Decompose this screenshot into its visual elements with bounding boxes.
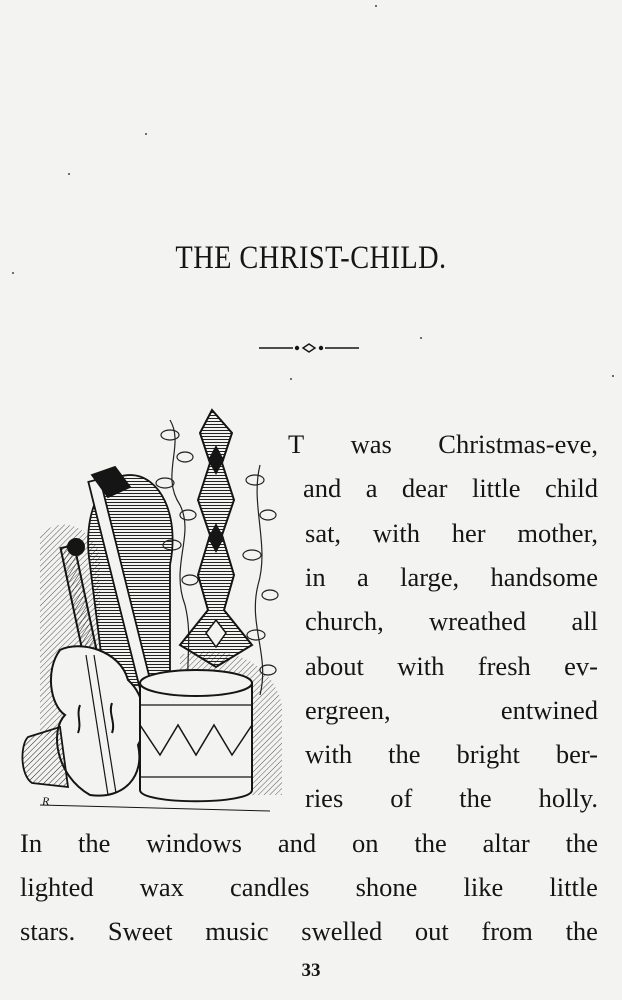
word: altar bbox=[482, 827, 530, 858]
word: of bbox=[390, 783, 413, 814]
word: a bbox=[356, 561, 369, 592]
text-line bbox=[20, 865, 598, 909]
word: large, bbox=[400, 561, 460, 592]
word: from bbox=[481, 916, 533, 947]
word: ev- bbox=[564, 650, 598, 681]
text-line bbox=[305, 555, 598, 599]
word: like bbox=[463, 872, 504, 902]
horn bbox=[22, 727, 68, 787]
text-line bbox=[20, 821, 598, 865]
word: entwined bbox=[500, 694, 598, 725]
page-number: 33 bbox=[301, 960, 321, 981]
word: wax bbox=[139, 872, 184, 902]
ink-speck bbox=[375, 5, 377, 7]
text-line bbox=[305, 732, 598, 776]
word: with bbox=[372, 517, 420, 548]
word: fresh bbox=[477, 650, 531, 681]
drop-cap-letter bbox=[180, 410, 252, 667]
ink-speck bbox=[145, 133, 147, 135]
ink-speck bbox=[420, 337, 422, 339]
word: music bbox=[205, 916, 269, 947]
word: shone bbox=[355, 872, 418, 902]
word: little bbox=[549, 872, 598, 902]
word: wreathed bbox=[429, 606, 527, 637]
word: with bbox=[397, 650, 445, 681]
word: stars. bbox=[20, 916, 76, 947]
text-line bbox=[20, 909, 598, 953]
word: swelled bbox=[301, 916, 383, 947]
text-line bbox=[305, 599, 598, 643]
word: holly. bbox=[538, 783, 598, 814]
word: candles bbox=[229, 872, 310, 902]
text-line bbox=[303, 466, 598, 510]
drop-cap-continuation: T bbox=[288, 429, 305, 459]
text-line bbox=[305, 644, 598, 688]
word: the bbox=[388, 739, 421, 770]
ink-speck bbox=[68, 173, 70, 175]
word: little bbox=[471, 473, 521, 504]
ground-line bbox=[40, 805, 270, 811]
word: the bbox=[459, 783, 492, 814]
ink-speck bbox=[12, 272, 14, 274]
word: a bbox=[365, 473, 378, 504]
word: church, bbox=[305, 606, 384, 637]
word: all bbox=[571, 606, 598, 637]
word: on bbox=[351, 827, 379, 858]
word: ber- bbox=[555, 739, 598, 770]
word: Christmas-eve, bbox=[438, 429, 598, 459]
word: and bbox=[277, 827, 317, 858]
text-line bbox=[288, 422, 598, 466]
word: handsome bbox=[490, 561, 598, 592]
ornamental-rule bbox=[259, 341, 359, 355]
illustrator-signature: R bbox=[42, 794, 50, 808]
text-line bbox=[305, 776, 598, 820]
word: Sweet bbox=[107, 916, 173, 947]
text-line bbox=[305, 688, 598, 732]
word: sat, bbox=[305, 517, 342, 548]
word: the bbox=[565, 916, 598, 947]
word: In bbox=[20, 827, 43, 858]
word: lighted bbox=[20, 872, 94, 902]
word: her bbox=[451, 517, 486, 548]
word: windows bbox=[146, 827, 242, 858]
text-line bbox=[305, 511, 598, 555]
drum bbox=[140, 670, 252, 801]
word: about bbox=[305, 650, 364, 681]
word: and bbox=[303, 473, 342, 504]
word: ries bbox=[305, 783, 344, 814]
word: the bbox=[414, 827, 447, 858]
word: in bbox=[305, 561, 326, 592]
chapter-title: THE CHRIST-CHILD. bbox=[175, 240, 447, 276]
word: mother, bbox=[517, 517, 598, 548]
word: bright bbox=[456, 739, 520, 770]
ink-speck bbox=[290, 378, 292, 380]
ink-speck bbox=[612, 375, 614, 377]
word: the bbox=[565, 827, 598, 858]
word: with bbox=[305, 739, 353, 770]
word: ergreen, bbox=[305, 694, 391, 725]
word: dear bbox=[401, 473, 448, 504]
drop-cap-illustration bbox=[20, 405, 288, 825]
word: the bbox=[77, 827, 111, 858]
word: child bbox=[544, 473, 598, 504]
word: was bbox=[350, 429, 392, 459]
word: out bbox=[414, 916, 449, 947]
